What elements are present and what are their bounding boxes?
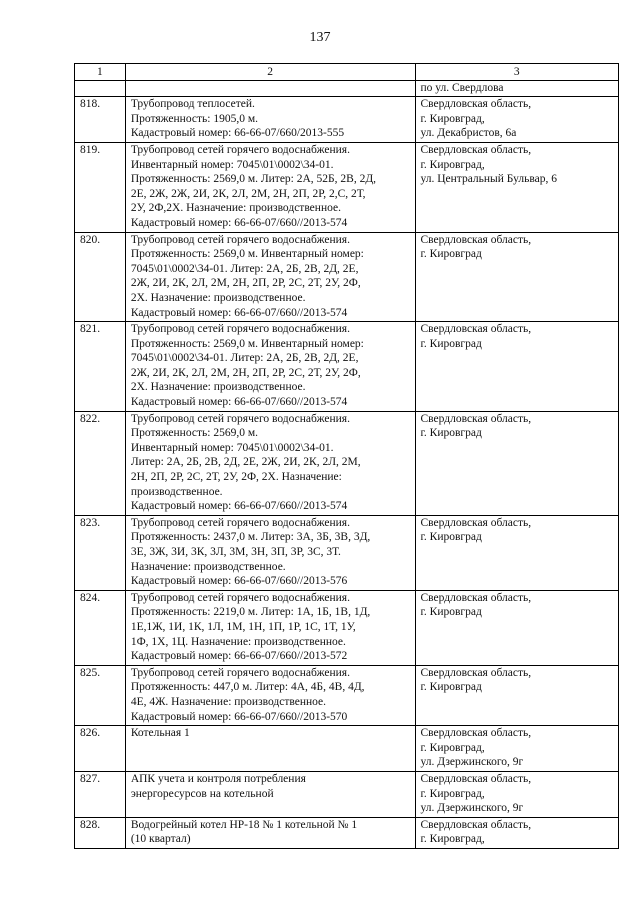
address-line: г. Кировград: [420, 531, 482, 544]
row-address-cell: [415, 97, 619, 143]
row-address-cell: [415, 411, 619, 515]
description-line: Кадастровый номер: 66-66-07/660//2013-570: [130, 710, 348, 723]
description-line: Кадастровый номер: 66-66-07/660//2013-572: [130, 650, 348, 663]
description-line: 2Х. Назначение: производственное.: [130, 381, 306, 394]
row-address-cell: [415, 817, 619, 848]
description-line: Трубопровод сетей горячего водоснабжения.: [130, 143, 350, 156]
row-number-cell: 820.: [75, 232, 126, 322]
row-description-cell: [125, 665, 415, 725]
description-line: 2Ж, 2И, 2К, 2Л, 2М, 2Н, 2П, 2Р, 2С, 2Т, 2У, 2Ф,: [130, 366, 361, 379]
description-line: 2У, 2Ф,2Х. Назначение: производственное.: [130, 202, 341, 215]
address-line: Свердловская область,: [420, 323, 532, 336]
address-line: г. Кировград,: [420, 787, 485, 800]
table-body: [75, 80, 619, 848]
address-line: Свердловская область,: [420, 772, 532, 785]
description-line: Инвентарный номер: 7045\01\0002\34-01.: [130, 158, 334, 171]
description-line: Протяженность: 2569,0 м. Инвентарный номер:: [130, 337, 364, 350]
row-number-cell: 823.: [75, 515, 126, 590]
table-row: [75, 142, 619, 232]
description-line: Протяженность: 1905,0 м.: [130, 112, 258, 125]
address-line: Свердловская область,: [420, 666, 532, 679]
table-row: [75, 665, 619, 725]
property-registry-table: [74, 63, 619, 849]
row-number-cell: 819.: [75, 142, 126, 232]
description-line: Литер: 2А, 2Б, 2В, 2Д, 2Е, 2Ж, 2И, 2К, 2Л, 2М,: [130, 456, 361, 469]
description-line: АПК учета и контроля потребления: [130, 772, 306, 785]
row-address-cell: [415, 142, 619, 232]
description-line: 1Е,1Ж, 1И, 1К, 1Л, 1М, 1Н, 1П, 1Р, 1С, 1Т, 1У,: [130, 620, 356, 633]
address-line: Свердловская область,: [420, 98, 532, 111]
table-row: [75, 590, 619, 665]
row-description-cell: [125, 97, 415, 143]
table-header-row: [75, 64, 619, 81]
row-address-cell: [415, 726, 619, 772]
description-line: Кадастровый номер: 66-66-07/660//2013-574: [130, 500, 348, 513]
row-number-cell: 821.: [75, 322, 126, 412]
description-line: Протяженность: 2569,0 м. Литер: 2А, 52Б, 2В, 2Д,: [130, 173, 377, 186]
row-address-cell: [415, 665, 619, 725]
description-line: Протяженность: 2569,0 м. Инвентарный номер:: [130, 248, 364, 261]
description-line: Кадастровый номер: 66-66-07/660//2013-574: [130, 216, 348, 229]
row-description-cell: [125, 590, 415, 665]
row-description-cell: [125, 142, 415, 232]
description-line: 2Х. Назначение: производственное.: [130, 291, 306, 304]
description-line: Назначение: производственное.: [130, 560, 286, 573]
table-row: [75, 726, 619, 772]
table-row: [75, 322, 619, 412]
row-number-cell: 818.: [75, 97, 126, 143]
description-line: Трубопровод сетей горячего водоснабжения.: [130, 323, 350, 336]
address-line: г. Кировград,: [420, 158, 485, 171]
description-line: 2Н, 2П, 2Р, 2С, 2Т, 2У, 2Ф, 2Х. Назначение:: [130, 471, 342, 484]
address-line: Свердловская область,: [420, 727, 532, 740]
row-address-cell: [415, 322, 619, 412]
address-line: ул. Декабристов, 6а: [420, 127, 517, 140]
row-address-cell: [415, 590, 619, 665]
table-row: [75, 817, 619, 848]
row-number-cell: 826.: [75, 726, 126, 772]
description-line: (10 квартал): [130, 833, 191, 846]
row-description-cell: [125, 771, 415, 817]
description-line: Инвентарный номер: 7045\01\0002\34-01.: [130, 441, 334, 454]
address-line: ул. Дзержинского, 9г: [420, 802, 524, 815]
address-line: г. Кировград: [420, 248, 482, 261]
table-row: [75, 232, 619, 322]
description-line: Кадастровый номер: 66-66-07/660//2013-576: [130, 575, 348, 588]
description-line: Трубопровод сетей горячего водоснабжения.: [130, 591, 350, 604]
row-description-cell: [125, 817, 415, 848]
address-line: г. Кировград: [420, 337, 482, 350]
description-line: 3Е, 3Ж, 3И, 3К, 3Л, 3М, 3Н, 3П, 3Р, 3С, 3Т.: [130, 546, 341, 558]
description-line: Трубопровод сетей горячего водоснабжения.: [130, 412, 350, 425]
column-header: 3: [415, 64, 619, 81]
address-line: г. Кировград: [420, 606, 482, 619]
address-line: ул. Центральный Бульвар, 6: [420, 173, 557, 186]
row-number-cell: 822.: [75, 411, 126, 515]
table-row: [75, 515, 619, 590]
address-line: Свердловская область,: [420, 516, 532, 529]
row-description-cell: [125, 322, 415, 412]
row-number-cell: 827.: [75, 771, 126, 817]
description-line: Водогрейный котел НР-18 № 1 котельной № 1: [130, 818, 358, 831]
row-description-cell: [125, 80, 415, 97]
address-line: Свердловская область,: [420, 233, 532, 246]
description-line: Котельная 1: [130, 727, 190, 740]
table-row: [75, 771, 619, 817]
address-line: ул. Дзержинского, 9г: [420, 756, 524, 769]
description-line: Кадастровый номер: 66-66-07/660//2013-574: [130, 306, 348, 319]
description-line: Протяженность: 2219,0 м. Литер: 1А, 1Б, 1В, 1Д,: [130, 606, 371, 619]
table-row: [75, 411, 619, 515]
row-address-cell: [415, 80, 619, 97]
description-line: энергоресурсов на котельной: [130, 787, 274, 800]
row-number-cell: [75, 80, 126, 97]
address-line: г. Кировград: [420, 427, 482, 440]
address-line: г. Кировград,: [420, 833, 485, 846]
row-number-cell: 828.: [75, 817, 126, 848]
description-line: Трубопровод теплосетей.: [130, 98, 255, 111]
description-line: Протяженность: 2437,0 м. Литер: 3А, 3Б, 3В, 3Д,: [130, 531, 371, 544]
description-line: 7045\01\0002\34-01. Литер: 2А, 2Б, 2В, 2Д, 2Е,: [130, 262, 359, 275]
description-line: Трубопровод сетей горячего водоснабжения.: [130, 666, 350, 679]
row-address-cell: [415, 515, 619, 590]
address-line: Свердловская область,: [420, 143, 532, 156]
description-line: Кадастровый номер: 66-66-07/660//2013-574: [130, 396, 348, 409]
description-line: 7045\01\0002\34-01. Литер: 2А, 2Б, 2В, 2Д, 2Е,: [130, 352, 359, 365]
address-line: Свердловская область,: [420, 412, 532, 425]
row-number-cell: 824.: [75, 590, 126, 665]
column-header: 2: [125, 64, 415, 81]
description-line: Кадастровый номер: 66-66-07/660/2013-555: [130, 127, 345, 140]
description-line: Протяженность: 2569,0 м.: [130, 427, 258, 440]
address-line: г. Кировград,: [420, 741, 485, 754]
table-row: [75, 97, 619, 143]
row-address-cell: [415, 771, 619, 817]
description-line: Протяженность: 447,0 м. Литер: 4А, 4Б, 4В, 4Д,: [130, 681, 365, 694]
description-line: 4Е, 4Ж. Назначение: производственное.: [130, 695, 327, 708]
row-description-cell: [125, 411, 415, 515]
row-number-cell: 825.: [75, 665, 126, 725]
address-line: Свердловская область,: [420, 591, 532, 604]
description-line: Трубопровод сетей горячего водоснабжения.: [130, 233, 350, 246]
column-header: 1: [75, 64, 126, 81]
row-description-cell: [125, 232, 415, 322]
row-description-cell: [125, 515, 415, 590]
address-line: Свердловская область,: [420, 818, 532, 831]
row-description-cell: [125, 726, 415, 772]
description-line: 2Е, 2Ж, 2Ж, 2И, 2К, 2Л, 2М, 2Н, 2П, 2Р, 2,С, 2Т,: [130, 187, 366, 200]
table-row-continuation: [75, 80, 619, 97]
address-line: г. Кировград,: [420, 112, 485, 125]
address-line: г. Кировград: [420, 681, 482, 694]
description-line: Трубопровод сетей горячего водоснабжения.: [130, 516, 350, 529]
description-line: производственное.: [130, 485, 223, 498]
address-line: по ул. Свердлова: [420, 81, 504, 94]
row-address-cell: [415, 232, 619, 322]
page-number: 137: [309, 30, 331, 45]
description-line: 1Ф, 1Х, 1Ц. Назначение: производственное.: [130, 635, 346, 648]
description-line: 2Ж, 2И, 2К, 2Л, 2М, 2Н, 2П, 2Р, 2С, 2Т, 2У, 2Ф,: [130, 277, 361, 290]
